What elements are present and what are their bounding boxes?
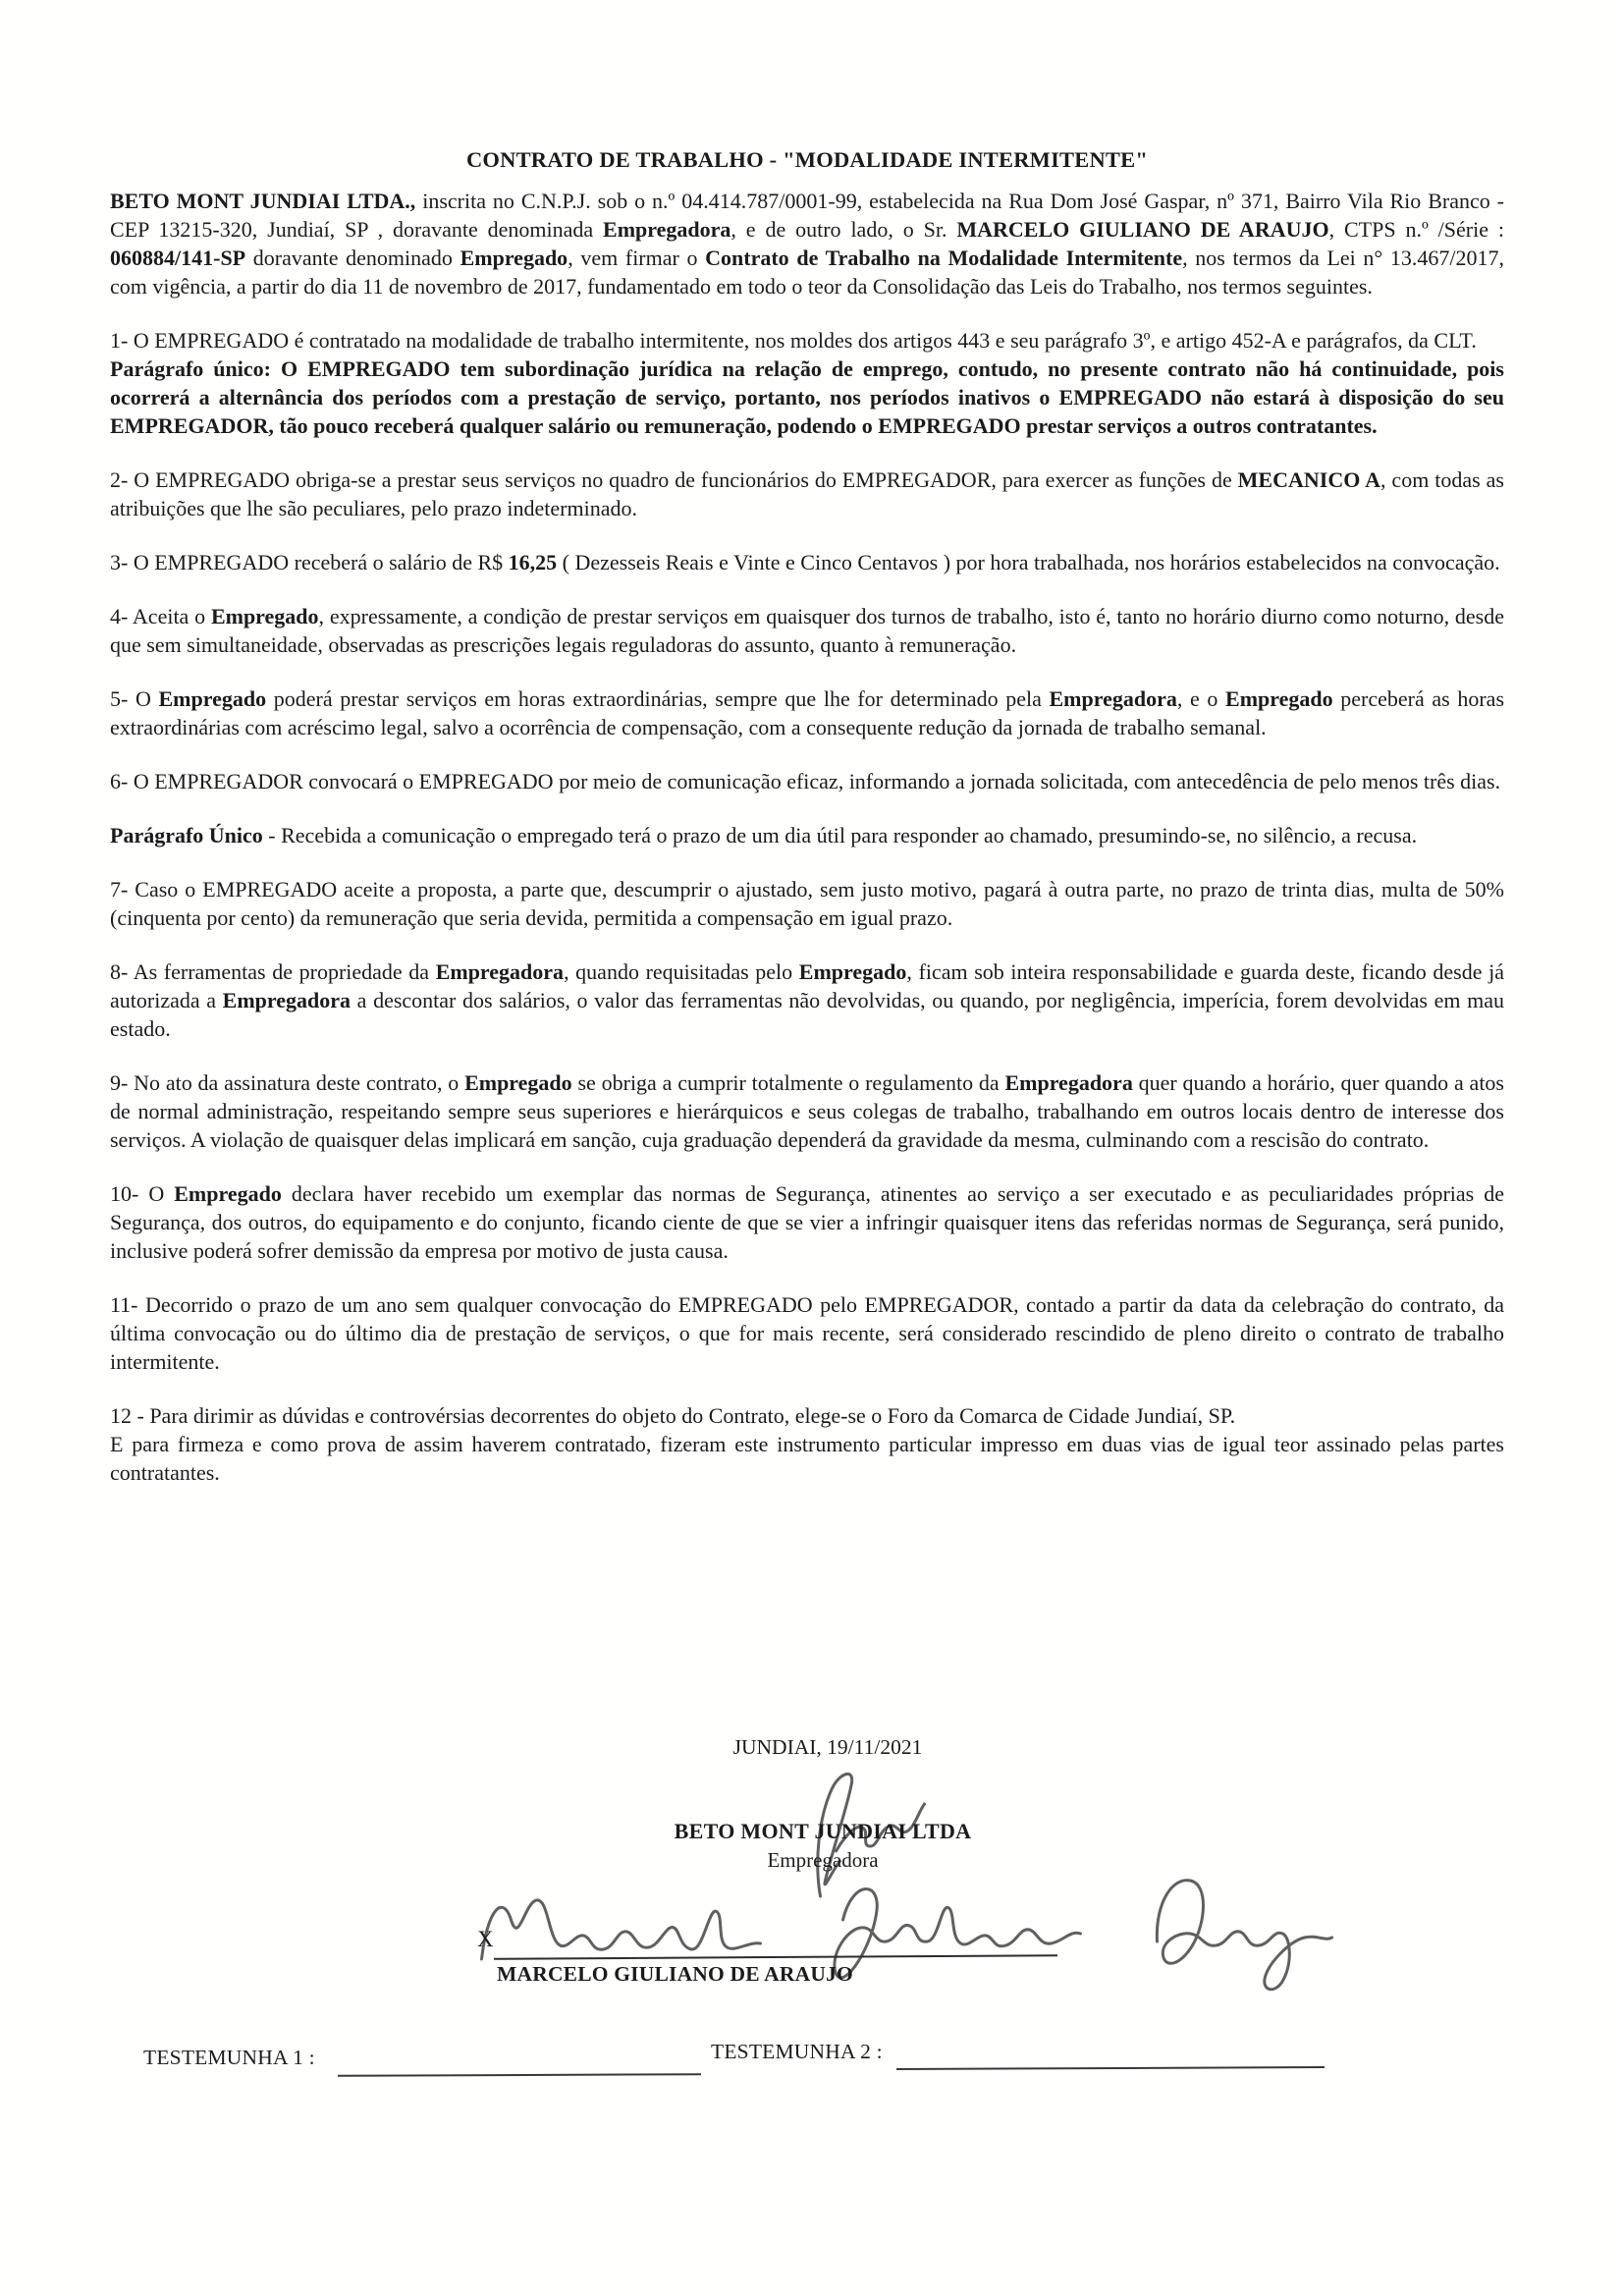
employer-role-label: Empregadora [767,1848,879,1872]
witness1-label: TESTEMUNHA 1 : [143,2046,315,2069]
document-title: CONTRATO DE TRABALHO - "MODALIDADE INTERMITENTE" [465,147,1149,172]
clause-1-paragrafo-unico: Parágrafo único: O EMPREGADO tem subordinação jurídica na relação de emprego, contudo, no presente contrato não há continuidade, pois ocorrerá a alternância dos períodos com a prestação de serviço, portanto, nos períodos inativos o EMPREGADO não estará à disposição do seu EMPREGADOR, tão pouco receberá qualquer salário ou remuneração, podendo o EMPREGADO prestar serviços a outros contratantes. [110,356,1504,438]
intro-paragraph: BETO MONT JUNDIAI LTDA., inscrita no C.N.P.J. sob o n.º 04.414.787/0001-99, estabelecida na Rua Dom José Gaspar, nº 371, Bairro Vila Rio Branco - CEP 13215-320, Jundiaí, SP , doravante denominada Empregadora, e de outro lado, o Sr. MARCELO GIULIANO DE ARAUJO, CTPS n.º /Série : 060884/141-SP doravante denominado Empregado, vem firmar o Contrato de Trabalho na Modalidade Intermitente, nos termos da Lei n° 13.467/2017, com vigência, a partir do dia 11 de novembro de 2017, fundamentado em todo o teor da Consolidação das Leis do Trabalho, nos termos seguintes. [110,189,1504,299]
clause-9: 9- No ato da assinatura deste contrato, o Empregado se obriga a cumprir totalmente o regulamento da Empregadora quer quando a horário, quer quando a atos de normal administração, respeitando sempre seus superiores e hierárquicos e seus colegas de trabalho, trabalhando em outros locais dentro de interesse dos serviços. A violação de quaisquer delas implicará em sanção, cuja graduação dependerá da gravidade da mesma, culminando com a rescisão do contrato. [110,1070,1504,1152]
witness2-label: TESTEMUNHA 2 : [711,2040,883,2063]
employee-name: MARCELO GIULIANO DE ARAUJO [497,1962,853,1986]
clause-2: 2- O EMPREGADO obriga-se a prestar seus serviços no quadro de funcionários do EMPREGADOR, para exercer as funções de MECANICO A, com todas as atribuições que lhe são peculiares, pelo prazo indeterminado. [110,467,1504,520]
clause-4: 4- Aceita o Empregado, expressamente, a condição de prestar serviços em quaisquer dos turnos de trabalho, isto é, tanto no horário diurno como noturno, desde que sem simultaneidade, observadas as prescrições legais reguladoras do assunto, quanto à remuneração. [110,604,1504,657]
clause-5: 5- O Empregado poderá prestar serviços em horas extraordinárias, sempre que lhe for determinado pela Empregadora, e o Empregado perceberá as horas extraordinárias com acréscimo legal, salvo a ocorrência de compensação, com a consequente redução da jornada de trabalho semanal. [110,686,1504,739]
clause-1: 1- O EMPREGADO é contratado na modalidade de trabalho intermitente, nos moldes dos artigos 443 e seu parágrafo 3º, e artigo 452-A e parágrafos, da CLT. [110,328,1477,353]
paragrafo-unico-2: Parágrafo Único - Recebida a comunicação o empregado terá o prazo de um dia útil para responder ao chamado, presumindo-se, no silêncio, a recusa. [110,823,1418,847]
clause-6: 6- O EMPREGADOR convocará o EMPREGADO por meio de comunicação eficaz, informando a jornada solicitada, com antecedência de pelo menos três dias. [110,769,1501,793]
clause-10: 10- O Empregado declara haver recebido um exemplar das normas de Segurança, atinentes ao serviço a ser executado e as peculiaridades próprias de Segurança, dos outros, do equipamento e do conjunto, ficando ciente de que se vier a infringir quaisquer itens das referidas normas de Segurança, será punido, inclusive poderá sofrer demissão da empresa por motivo de justa causa. [110,1181,1504,1263]
clause-8: 8- As ferramentas de propriedade da Empregadora, quando requisitadas pelo Empregado, ficam sob inteira responsabilidade e guarda deste, ficando desde já autorizada a Empregadora a descontar dos salários, o valor das ferramentas não devolvidas, ou quando, por negligência, imperícia, forem devolvidas em mau estado. [110,959,1504,1041]
clause-7: 7- Caso o EMPREGADO aceite a proposta, a parte que, descumprir o ajustado, sem justo motivo, pagará à outra parte, no prazo de trinta dias, multa de 50% (cinquenta por cento) da remuneração que seria devida, permitida a compensação em igual prazo. [110,877,1504,930]
employer-name: BETO MONT JUNDIAI LTDA [674,1819,972,1843]
contract-paragraphs [110,187,1504,1733]
clause-11: 11- Decorrido o prazo de um ano sem qualquer convocação do EMPREGADO pelo EMPREGADOR, contado a partir da data da celebração do contrato, da última convocação ou do último dia de prestação de serviços, o que for mais recente, será considerado rescindido de pleno direito o contrato de trabalho intermitente. [110,1292,1504,1374]
date-line: JUNDIAI, 19/11/2021 [732,1735,923,1759]
clause-3: 3- O EMPREGADO receberá o salário de R$ 16,25 ( Dezesseis Reais e Vinte e Cinco Centavos ) por hora trabalhada, nos horários estabelecidos na convocação. [110,550,1500,574]
witness2-signature-line [896,2066,1325,2070]
witness1-signature-line [338,2073,701,2077]
signature-x-mark: X [477,1927,494,1951]
clause-12: 12 - Para dirimir as dúvidas e controvérsias decorrentes do objeto do Contrato, elege-se o Foro da Comarca de Cidade Jundiaí, SP. [110,1403,1236,1428]
closing-statement: E para firmeza e como prova de assim haverem contratado, fizeram este instrumento particular impresso em duas vias de igual teor assinado pelas partes contratantes. [110,1432,1504,1485]
